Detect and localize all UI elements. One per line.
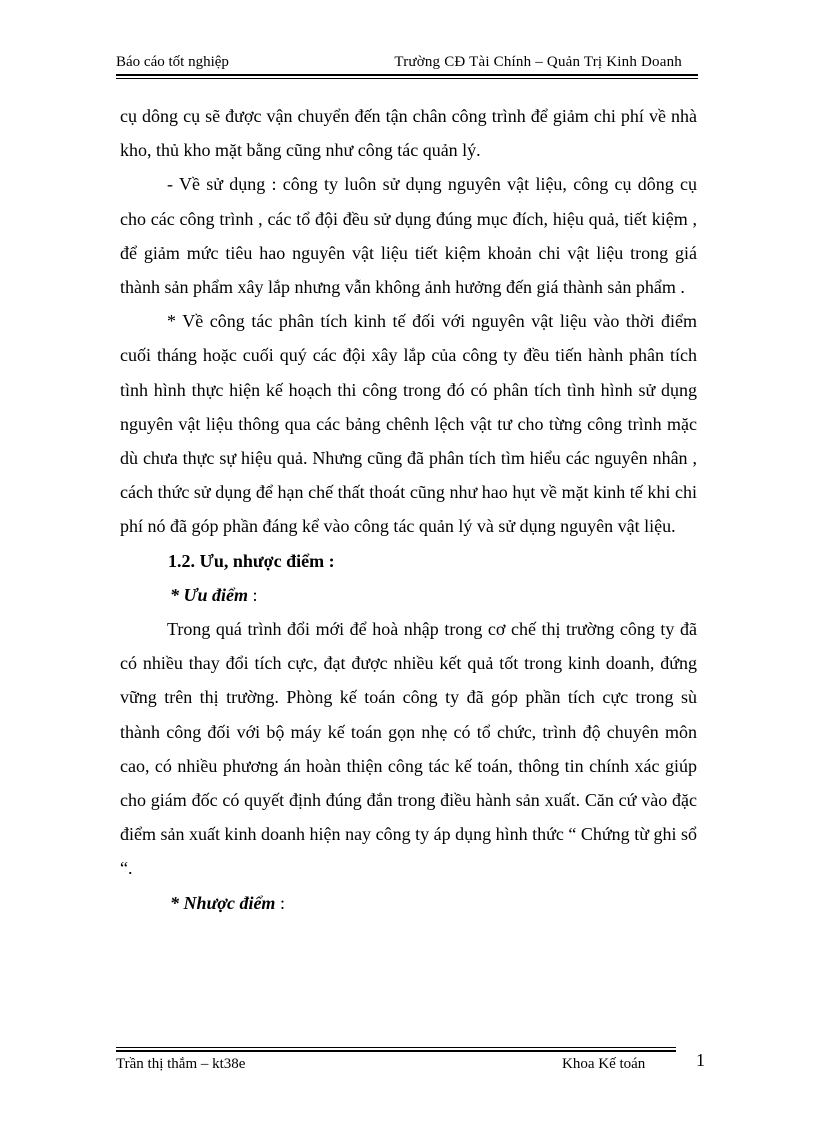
advantages-heading <box>170 578 697 612</box>
header-report-title: Báo cáo tốt nghiệp <box>116 54 229 70</box>
page-number: 1 <box>696 1050 705 1070</box>
header-rule-thin <box>116 78 698 79</box>
document-body <box>120 99 697 920</box>
footer-department: Khoa Kế toán <box>562 1056 646 1072</box>
paragraph-economic-analysis: * Về công tác phân tích kinh tế đối với nguyên vật liệu vào thời điểm cuối tháng hoặc cuối quý các đội xây lắp của công ty đều tiến hành phân tích tình hình thực hiện kế hoạch thi công trong đó có phân tích tình hình sử dụng nguyên vật liệu thông qua các bảng chênh lệch vật tư cho từng công trình mặc dù chưa thực sự hiệu quả. Nhưng cũng đã phân tích tìm hiểu các nguyên nhân , cách thức sử dụng để hạn chế thất thoát cũng như hao hụt về mặt kinh tế khi chi phí nó đã góp phần đáng kể vào công tác quản lý và sử dụng nguyên vật liệu. <box>120 311 697 537</box>
advantages-colon: : <box>247 584 258 605</box>
advantages-label: * Ưu điểm <box>170 584 248 605</box>
disadvantages-label: * Nhược điểm <box>170 892 276 913</box>
disadvantages-colon: : <box>275 892 285 913</box>
header-school-name: Trường CĐ Tài Chính – Quản Trị Kinh Doanh <box>394 54 682 70</box>
footer-author: Trần thị thắm – kt38e <box>116 1056 246 1072</box>
footer-rule-thin <box>116 1047 676 1048</box>
paragraph-usage: - Về sử dụng : công ty luôn sử dụng nguyên vật liệu, công cụ dông cụ cho các công trình , các tổ đội đều sử dụng đúng mục đích, hiệu quả, tiết kiệm , để giảm mức tiêu hao nguyên vật liệu tiết kiệm khoản chi vật liệu trong giá thành sản phẩm xây lắp nhưng vẫn không ảnh hưởng đến giá thành sản phẩm . <box>120 174 697 298</box>
paragraph-continuation: cụ dông cụ sẽ được vận chuyển đến tận chân công trình để giảm chi phí về nhà kho, thủ kho mặt bằng cũng như công tác quản lý. <box>120 106 697 161</box>
disadvantages-heading <box>170 886 697 920</box>
paragraph-advantages: Trong quá trình đổi mới để hoà nhập trong cơ chế thị trường công ty đã có nhiều thay đổi tích cực, đạt được nhiều kết quả tốt trong kinh doanh, đứng vững trên thị trường. Phòng kế toán công ty đã góp phần tích cực trong sù thành công đối với bộ máy kế toán gọn nhẹ có tổ chức, trình độ chuyên môn cao, có nhiều phương án hoàn thiện công tác kế toán, thông tin chính xác giúp cho giám đốc có quyết định đúng đắn trong điều hành sản xuất. Căn cứ vào đặc điểm sản xuất kinh doanh hiện nay công ty áp dụng hình thức “ Chứng từ ghi sổ “. <box>120 619 697 879</box>
header-rule-thick <box>116 74 698 76</box>
section-heading: 1.2. Ưu, nhược điểm : <box>168 550 335 571</box>
footer-rule-thick <box>116 1050 676 1052</box>
